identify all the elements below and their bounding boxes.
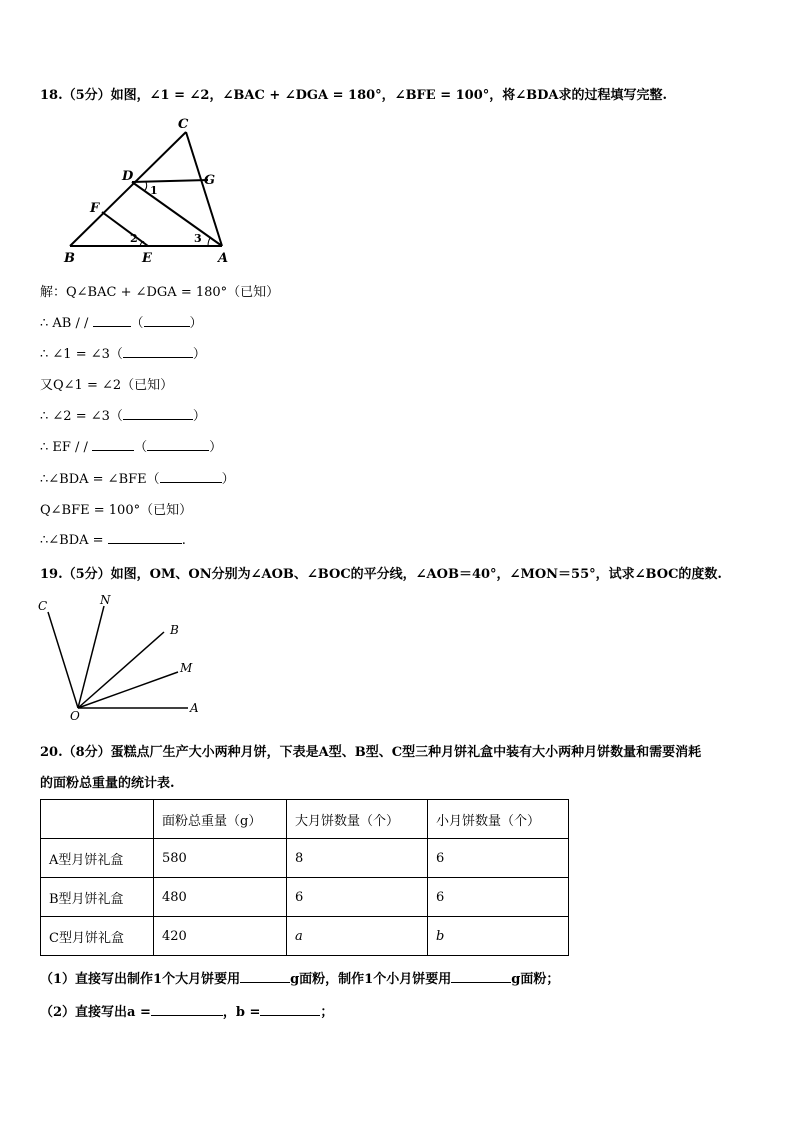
answer-blank[interactable]	[108, 531, 182, 544]
q18-line-5-pre: ∴ ∠2 = ∠3（	[40, 409, 123, 424]
ray-OC	[48, 612, 78, 708]
q18-line-2-post: ）	[189, 316, 203, 331]
label-A: A	[190, 701, 199, 715]
table-cell: C型月饼礼盒	[41, 917, 154, 956]
reason-blank[interactable]	[147, 438, 209, 451]
q18-line-8-text: Q∠BFE = 100°（已知）	[40, 503, 193, 518]
answer-blank[interactable]	[151, 1003, 223, 1016]
q18-line-7-pre: ∴∠BDA = ∠BFE（	[40, 472, 160, 487]
table-cell: 8	[287, 839, 428, 878]
q18-line-9	[40, 531, 186, 548]
segment-DG	[132, 180, 208, 182]
table-row	[41, 917, 569, 956]
table-cell: A型月饼礼盒	[41, 839, 154, 878]
reason-blank[interactable]	[160, 470, 222, 483]
q20-stem-line-2: 的面粉总重量的统计表.	[40, 776, 175, 791]
q18-line-6-post: ）	[209, 440, 223, 455]
q18-line-4-text: 又Q∠1 = ∠2（已知）	[40, 378, 174, 393]
table-cell: B型月饼礼盒	[41, 878, 154, 917]
q19-stem: 19.（5分）如图，OM、ON分别为∠AOB、∠BOC的平分线，∠AOB＝40°，∠MON＝55°，试求∠BOC的度数.	[40, 567, 722, 582]
reason-blank[interactable]	[123, 345, 193, 358]
answer-blank[interactable]	[240, 970, 290, 983]
table-header-cell: 面粉总重量（g）	[154, 800, 287, 839]
mooncake-table	[40, 799, 569, 956]
segment-BC	[70, 132, 186, 246]
q18-line-5-post: ）	[192, 409, 206, 424]
table-cell: 580	[154, 839, 287, 878]
q18-triangle-figure	[58, 114, 238, 264]
q18-line-6-mid: （	[134, 440, 148, 455]
table-header-cell: 大月饼数量（个）	[287, 800, 428, 839]
q18-line-8	[40, 499, 192, 518]
q20-sub-2-a: （2）直接写出a =	[40, 1005, 151, 1020]
q18-stem: 18.（5分）如图，∠1 = ∠2，∠BAC + ∠DGA = 180°，∠BFE = 100°，将∠BDA求的过程填写完整.	[40, 88, 668, 103]
q18-line-6-pre: ∴ EF / /	[40, 440, 93, 455]
q20-sub-2-c: ；	[320, 1005, 334, 1020]
q18-line-1-text: 解：Q∠BAC + ∠DGA = 180°（已知）	[40, 285, 280, 300]
label-C: C	[38, 599, 48, 613]
label-G: G	[204, 173, 216, 188]
segment-DA	[132, 182, 222, 246]
table-cell: a	[287, 917, 428, 956]
q20-sub-1-a: （1）直接写出制作1个大月饼要用	[40, 972, 241, 987]
q18-line-2-pre: ∴ AB / /	[40, 316, 93, 331]
label-M: M	[180, 661, 193, 675]
ray-OM	[78, 672, 178, 708]
label-B: B	[64, 251, 75, 264]
ray-ON	[78, 606, 104, 708]
q18-line-7-post: ）	[221, 472, 235, 487]
q18-line-3-pre: ∴ ∠1 = ∠3（	[40, 347, 123, 362]
table-cell: 6	[428, 878, 569, 917]
label-F: F	[90, 201, 100, 216]
answer-blank[interactable]	[92, 438, 134, 451]
q20-sub-1-b: g面粉，制作1个小月饼要用	[290, 972, 452, 987]
label-B: B	[170, 623, 179, 637]
table-header-cell	[41, 800, 154, 839]
table-cell: 6	[287, 878, 428, 917]
segment-CA	[186, 132, 222, 246]
answer-blank[interactable]	[93, 314, 131, 327]
q18-line-7	[40, 468, 235, 487]
label-N: N	[100, 593, 111, 607]
q18-line-4	[40, 374, 173, 393]
q18-line-2-mid: （	[130, 316, 144, 331]
label-A: A	[218, 251, 229, 264]
q20-sub-2-b: ，b =	[222, 1005, 261, 1020]
label-O: O	[70, 709, 80, 723]
answer-blank[interactable]	[260, 1003, 320, 1016]
reason-blank[interactable]	[123, 407, 193, 420]
q18-line-9-pre: ∴∠BDA =	[40, 533, 108, 548]
ray-OB	[78, 632, 164, 708]
label-E: E	[142, 251, 152, 264]
angle-label-3: 3	[194, 232, 202, 245]
q20-sub-1-c: g面粉；	[511, 972, 560, 987]
segment-FE	[102, 212, 148, 246]
q18-line-5	[40, 405, 206, 424]
angle-label-2: 2	[130, 232, 138, 245]
table-cell: 480	[154, 878, 287, 917]
table-header-row	[41, 800, 569, 839]
table-row	[41, 878, 569, 917]
q18-line-6	[40, 436, 222, 455]
q18-line-2	[40, 312, 203, 331]
q20-stem-line-1: 20.（8分）蛋糕点厂生产大小两种月饼，下表是A型、B型、C型三种月饼礼盒中装有大小两种月饼数量和需要消耗	[40, 745, 702, 760]
table-header-cell: 小月饼数量（个）	[428, 800, 569, 839]
q20-sub-2	[40, 1001, 333, 1020]
table-cell: 420	[154, 917, 287, 956]
answer-blank[interactable]	[451, 970, 511, 983]
reason-blank[interactable]	[144, 314, 190, 327]
q18-line-9-post: .	[181, 533, 186, 548]
q18-line-3	[40, 343, 206, 362]
q18-line-3-post: ）	[192, 347, 206, 362]
label-C: C	[178, 117, 189, 132]
q18-line-1	[40, 281, 279, 300]
label-D: D	[122, 169, 134, 184]
table-cell: b	[428, 917, 569, 956]
table-cell: 6	[428, 839, 569, 878]
q19-angle-figure	[34, 588, 214, 723]
q20-sub-1	[40, 968, 559, 987]
table-row	[41, 839, 569, 878]
angle-label-1: 1	[150, 184, 158, 197]
